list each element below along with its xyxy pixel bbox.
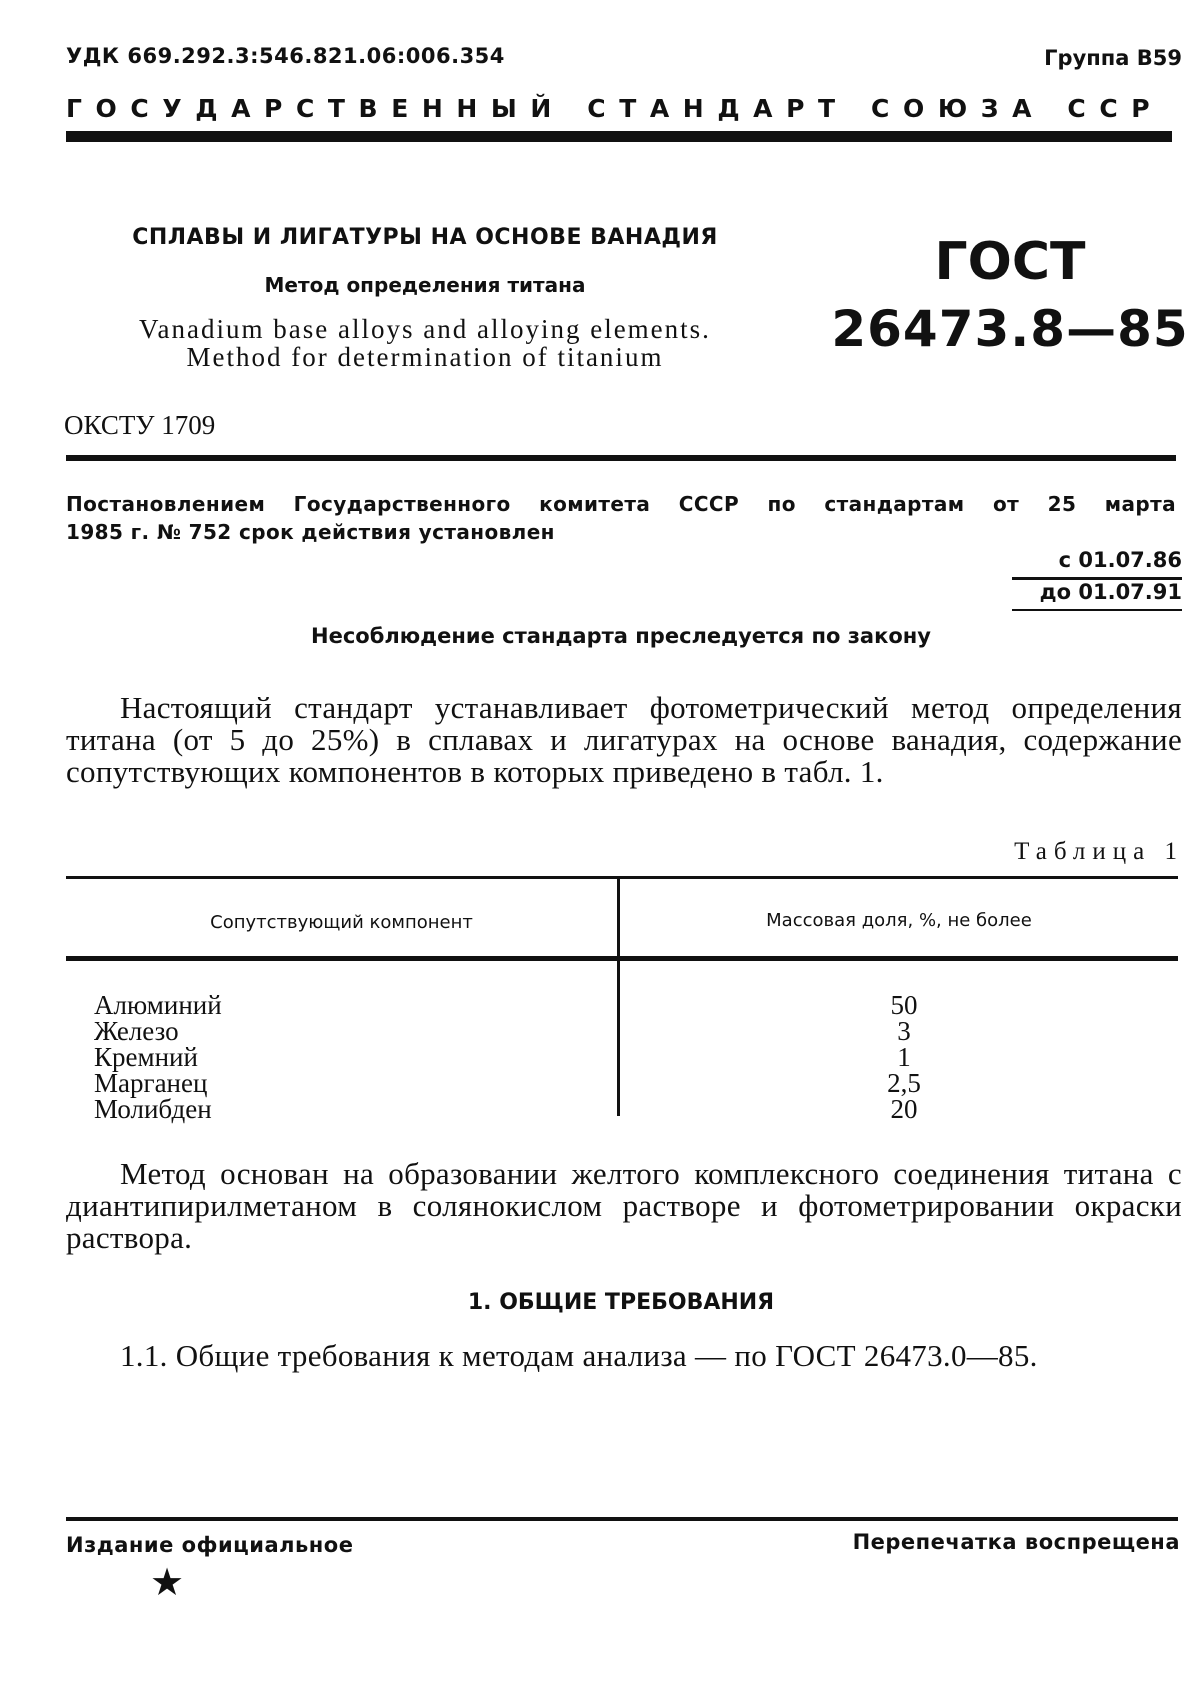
star-icon: ★ bbox=[150, 1560, 185, 1604]
gost-number: 26473.8—85 bbox=[831, 300, 1189, 358]
mass-fraction-value: 3 bbox=[897, 1016, 911, 1046]
edition-label: Издание официальное bbox=[66, 1533, 354, 1557]
udk-code: УДК 669.292.3:546.821.06:006.354 bbox=[66, 44, 505, 68]
mass-fraction-value: 1 bbox=[897, 1042, 911, 1072]
top-rule bbox=[66, 131, 1172, 142]
clause-1-1: 1.1. Общие требования к методам анализа — по ГОСТ 26473.0—85. bbox=[120, 1338, 1038, 1373]
table-row bbox=[94, 990, 1174, 1020]
decree-line2: 1985 г. № 752 срок действия установлен bbox=[66, 520, 555, 544]
group-code: Группа В59 bbox=[1044, 46, 1182, 70]
component-name: Алюминий bbox=[94, 990, 222, 1020]
law-notice: Несоблюдение стандарта преследуется по закону bbox=[311, 624, 931, 648]
table-row bbox=[94, 1016, 1174, 1046]
document-title-en-line2: Method for determination of titanium bbox=[186, 342, 664, 372]
document-title-en-line1: Vanadium base alloys and alloying elements. bbox=[139, 314, 711, 344]
mass-fraction-value: 50 bbox=[890, 990, 918, 1020]
decree-line1: Постановлением Государственного комитета СССР по стандартам от 25 марта bbox=[66, 492, 1176, 516]
mass-fraction-value: 2,5 bbox=[887, 1068, 921, 1098]
table-row bbox=[94, 1094, 1174, 1124]
document-subtitle-ru: Метод определения титана bbox=[264, 273, 586, 297]
component-name: Кремний bbox=[94, 1042, 198, 1072]
table-row bbox=[94, 1068, 1174, 1098]
valid-to-date: до 01.07.91 bbox=[1039, 580, 1182, 604]
table-body bbox=[94, 990, 1174, 1124]
reprint-notice: Перепечатка воспрещена bbox=[852, 1530, 1180, 1554]
table-top-rule bbox=[66, 876, 1178, 879]
gost-label: ГОСТ bbox=[934, 232, 1086, 292]
masthead: ГОСУДАРСТВЕННЫЙ СТАНДАРТ СОЮЗА ССР bbox=[66, 94, 1164, 123]
component-name: Молибден bbox=[94, 1094, 212, 1124]
table-header-rule bbox=[66, 956, 1178, 961]
table-header-component: Сопутствующий компонент bbox=[210, 912, 473, 933]
section-rule bbox=[66, 455, 1176, 461]
mass-fraction-value: 20 bbox=[890, 1094, 918, 1124]
component-name: Железо bbox=[94, 1016, 179, 1046]
section-heading: 1. ОБЩИЕ ТРЕБОВАНИЯ bbox=[467, 1290, 775, 1315]
component-name: Марганец bbox=[94, 1068, 208, 1098]
document-title-ru: СПЛАВЫ И ЛИГАТУРЫ НА ОСНОВЕ ВАНАДИЯ bbox=[132, 225, 718, 250]
table-caption: Таблица 1 bbox=[1014, 838, 1184, 865]
table-header-mass-fraction: Массовая доля, %, не более bbox=[766, 910, 1032, 931]
table-row bbox=[94, 1042, 1174, 1072]
okstu-code: ОКСТУ 1709 bbox=[64, 410, 216, 440]
footer-rule bbox=[66, 1517, 1178, 1521]
method-paragraph: Метод основан на образовании желтого комплексного соединения титана с диантипирилметаном в солянокислом растворе и фотометрировании окраски раствора. bbox=[66, 1156, 1182, 1255]
valid-from-date: с 01.07.86 bbox=[1058, 548, 1182, 572]
date-rule-bottom bbox=[1012, 609, 1182, 611]
intro-paragraph: Настоящий стандарт устанавливает фотометрический метод определения титана (от 5 до 25%) в сплавах и лигатурах на основе ванадия, содержание сопутствующих компонентов в которых приведено в табл. 1. bbox=[66, 690, 1182, 789]
